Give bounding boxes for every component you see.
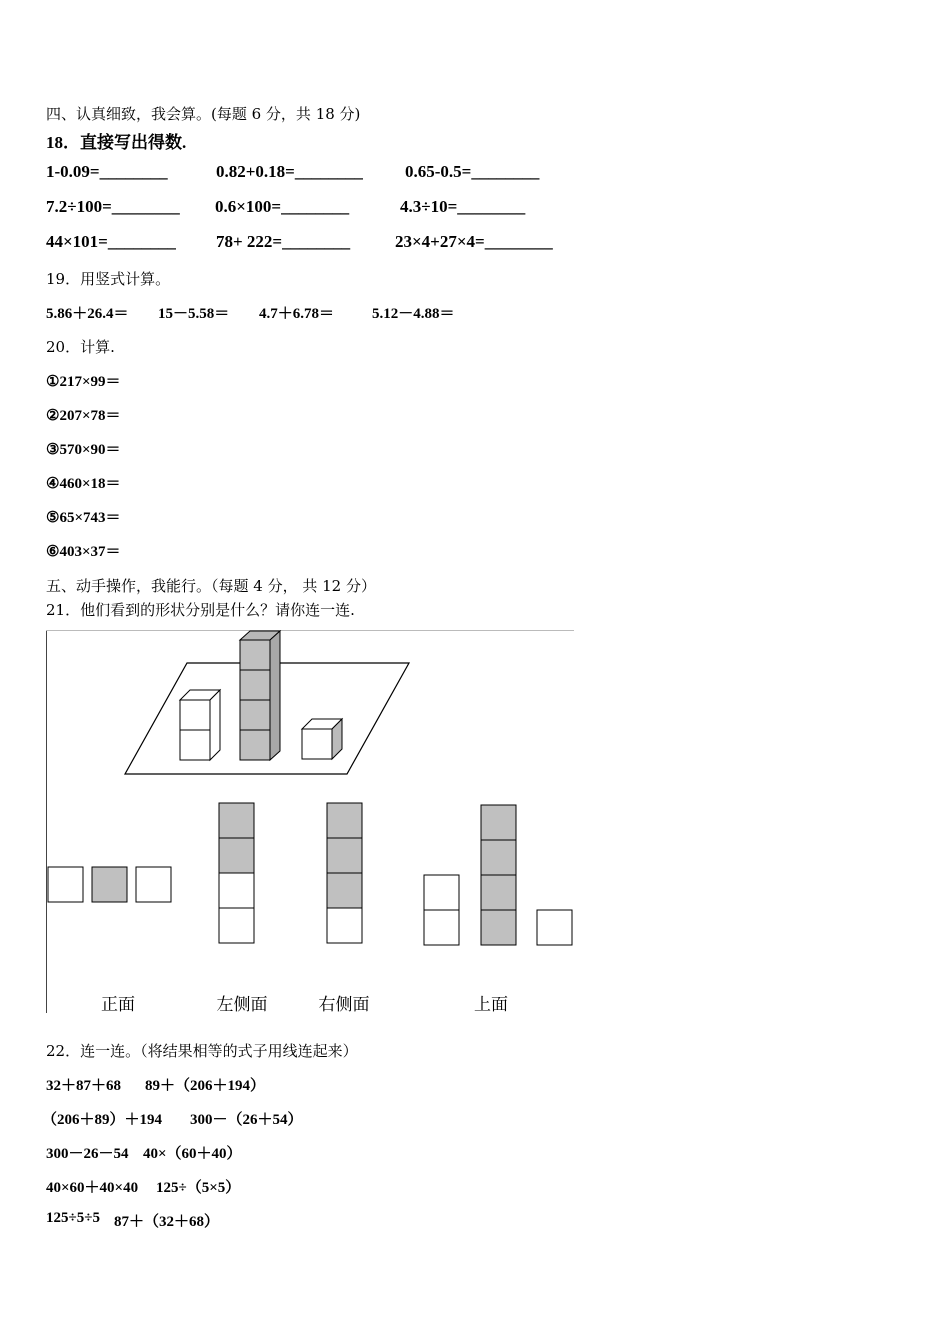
section-4-heading: 四、认真细致，我会算。(每题 6 分，共 18 分) (46, 105, 361, 123)
q22-right-expr: 125÷（5×5） (156, 1180, 241, 1196)
q22-left-expr: 125÷5÷5 (46, 1210, 100, 1226)
q20-item-1: ①217×99＝ (46, 374, 121, 390)
q22-title: 22．连一连。（将结果相等的式子用线连起来） (46, 1042, 358, 1060)
left-cube-stack (180, 690, 220, 760)
q19-item: 4.7＋6.78＝ (259, 306, 335, 322)
q22-left-expr: 40×60＋40×40 (46, 1180, 139, 1196)
q22-left-expr: 32＋87＋68 (46, 1078, 122, 1094)
q19-item: 5.86＋26.4＝ (46, 306, 129, 322)
q22-right-expr: 87＋（32＋68） (114, 1214, 220, 1230)
q20-item-5: ⑤65×743＝ (46, 510, 121, 526)
q20-item-3: ③570×90＝ (46, 442, 121, 458)
label-left-side: 左侧面 (216, 995, 268, 1015)
q20-item-2: ②207×78＝ (46, 408, 121, 424)
q22-left-expr: 300－26－54 (46, 1146, 129, 1162)
q19-item: 5.12－4.88＝ (372, 306, 455, 322)
section-5-heading: 五、动手操作，我能行。（每题 4 分， 共 12 分） (46, 577, 376, 595)
q22-right-expr: 89＋（206＋194） (145, 1078, 266, 1094)
q18-title: 18．直接写出得数. (46, 133, 187, 152)
q18-item: 44×101=________ (46, 232, 176, 251)
right-cube (302, 719, 342, 759)
right-side-view-option (327, 803, 362, 943)
q21-title: 21．他们看到的形状分别是什么？请你连一连. (46, 601, 355, 619)
q22-right-expr: 40×（60＋40） (143, 1146, 242, 1162)
label-top: 上面 (474, 995, 508, 1015)
q18-item: 4.3÷10=________ (400, 197, 526, 216)
q20-item-6: ⑥403×37＝ (46, 544, 121, 560)
q20-item-4: ④460×18＝ (46, 476, 121, 492)
q20-title: 20．计算. (46, 338, 115, 356)
front-view-option (48, 867, 171, 902)
q18-item: 7.2÷100=________ (46, 197, 180, 216)
q19-title: 19．用竖式计算。 (46, 270, 171, 288)
label-right-side: 右侧面 (318, 995, 370, 1015)
top-view-option (424, 805, 572, 945)
label-front: 正面 (101, 995, 135, 1015)
left-side-view-option (219, 803, 254, 943)
q22-left-expr: （206＋89）＋194 (42, 1112, 163, 1128)
q18-item: 78+ 222=________ (216, 232, 351, 251)
q19-item: 15－5.58＝ (158, 306, 230, 322)
q18-item: 23×4+27×4=________ (395, 232, 553, 251)
q18-item: 0.65-0.5=________ (405, 162, 540, 181)
q18-item: 0.6×100=________ (215, 197, 350, 216)
tall-cube-stack (240, 631, 280, 760)
q21-figure (46, 630, 574, 1015)
q18-item: 0.82+0.18=________ (216, 162, 363, 181)
q22-right-expr: 300－（26＋54） (190, 1112, 303, 1128)
q18-item: 1-0.09=________ (46, 162, 168, 181)
